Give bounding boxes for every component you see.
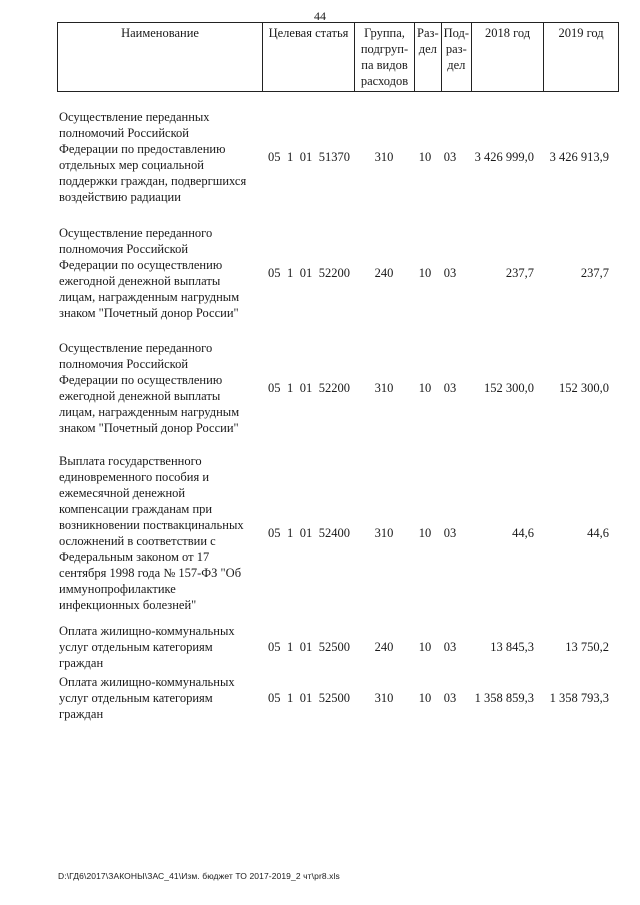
header-target-article: Целевая статья [263, 23, 355, 92]
row-podrazdel: 03 [443, 640, 457, 654]
row-name [57, 673, 262, 723]
row-value-2019: 152 300,0 [559, 380, 609, 395]
target-article-part: 1 [287, 380, 294, 395]
target-article-part: 52200 [318, 380, 350, 395]
row-name-line: ежемесячной денежной [59, 486, 186, 500]
row-name-line: Осуществление переданных [59, 110, 210, 124]
row-name-line: Федерации по осуществлению [59, 372, 223, 387]
header-podrazdel: Под- раз- дел [441, 23, 471, 92]
header-group: Группа, подгруп- па видов расходов [355, 23, 415, 92]
target-article-part: 01 [299, 691, 313, 705]
table-row [57, 445, 611, 621]
target-article-part: 05 [268, 640, 281, 654]
row-name-line: полномочия Российской [59, 356, 189, 371]
target-article-part: 05 [268, 526, 281, 540]
target-article-part: 1 [287, 150, 294, 164]
row-name [57, 216, 262, 330]
target-article-part: 51370 [318, 150, 350, 164]
row-name-line: знаком "Почетный донор России" [59, 420, 239, 435]
row-group: 240 [374, 266, 394, 280]
table-header [57, 22, 619, 92]
row-name [57, 621, 262, 673]
file-path-footer: D:\ГД6\2017\ЗАКОНЫ\ЗАС_41\Изм. бюджет ТО 2017-2019_2 чт\pr8.xls [58, 871, 340, 881]
row-podrazdel: 03 [443, 266, 457, 280]
header-razdel: Раз- дел [415, 23, 442, 92]
header-2019: 2019 год [544, 23, 619, 92]
target-article-part: 05 [268, 266, 281, 280]
row-name-line: ежегодной денежной выплаты [59, 274, 221, 288]
row-group: 310 [374, 150, 394, 164]
row-name-line: лицам, награжденным нагрудным [59, 404, 240, 419]
row-name-line: Федерации по предоставлению [59, 142, 226, 156]
row-name [57, 98, 262, 216]
row-name-line: услуг отдельным категориям [59, 640, 213, 654]
row-name-line: полномочия Российской [59, 242, 189, 256]
target-article-part: 01 [299, 266, 313, 280]
row-name-line: Осуществление переданного [59, 340, 213, 355]
header-name: Наименование [58, 23, 263, 92]
header-2018: 2018 год [472, 23, 544, 92]
target-article-part: 05 [268, 380, 281, 395]
row-target-article [262, 673, 354, 723]
row-name-line: ежегодной денежной выплаты [59, 388, 221, 403]
target-article-part: 05 [268, 150, 281, 164]
table-row [57, 98, 611, 216]
target-article-part: 52500 [318, 640, 350, 654]
row-value-2018: 1 358 859,3 [474, 691, 534, 705]
row-razdel: 10 [418, 640, 432, 654]
row-name-line: полномочий Российской [59, 126, 189, 140]
row-name-line: Федерации по осуществлению [59, 258, 223, 272]
row-podrazdel: 03 [443, 526, 457, 540]
table-row [57, 330, 611, 445]
row-name-line: знаком "Почетный донор России" [59, 306, 239, 320]
row-razdel: 10 [418, 526, 432, 540]
budget-table [57, 98, 611, 723]
target-article-part: 01 [299, 526, 313, 540]
row-name-line: единовременного пособия и [59, 470, 210, 484]
row-value-2019: 237,7 [580, 266, 609, 280]
row-name-line: Федеральным законом от 17 [59, 550, 210, 564]
row-value-2019: 3 426 913,9 [549, 150, 609, 164]
row-value-2018: 44,6 [512, 526, 534, 540]
target-article-part: 1 [287, 526, 294, 540]
target-article-part: 52200 [318, 266, 350, 280]
row-group: 310 [374, 526, 394, 540]
target-article-part: 1 [287, 266, 294, 280]
row-name-line: Выплата государственного [59, 454, 202, 468]
row-razdel: 10 [418, 380, 432, 395]
row-name-line: Оплата жилищно-коммунальных [59, 675, 235, 689]
row-name-line: отдельных мер социальной [59, 158, 204, 172]
row-target-article [262, 621, 354, 673]
row-target-article [262, 330, 354, 445]
target-article-part: 52500 [318, 691, 350, 705]
row-target-article [262, 216, 354, 330]
row-value-2018: 152 300,0 [484, 380, 534, 395]
target-article-part: 01 [299, 640, 313, 654]
page-number: 44 [314, 9, 326, 23]
table-row [57, 216, 611, 330]
row-name [57, 330, 262, 445]
row-name-line: граждан [59, 707, 104, 721]
target-article-part: 01 [299, 150, 313, 164]
row-value-2018: 3 426 999,0 [474, 150, 534, 164]
row-name-line: услуг отдельным категориям [59, 691, 213, 705]
row-value-2019: 13 750,2 [565, 640, 609, 654]
row-name-line: Осуществление переданного [59, 226, 213, 240]
row-value-2018: 237,7 [505, 266, 534, 280]
target-article-part: 05 [268, 691, 281, 705]
target-article-part: 1 [287, 640, 294, 654]
target-article-part: 01 [299, 380, 313, 395]
row-name-line: осложнений в соответствии с [59, 534, 216, 548]
table-row [57, 621, 611, 673]
row-name-line: поддержки граждан, подвергшихся [59, 174, 247, 188]
row-razdel: 10 [418, 691, 432, 705]
target-article-part: 52400 [318, 526, 350, 540]
target-article-part: 1 [287, 691, 294, 705]
row-razdel: 10 [418, 266, 432, 280]
row-podrazdel: 03 [443, 691, 457, 705]
row-podrazdel: 03 [443, 380, 457, 395]
row-name-line: компенсации гражданам при [59, 502, 213, 516]
row-group: 310 [374, 380, 394, 395]
row-value-2019: 1 358 793,3 [549, 691, 609, 705]
row-value-2019: 44,6 [587, 526, 609, 540]
row-value-2018: 13 845,3 [490, 640, 534, 654]
row-target-article [262, 445, 354, 621]
row-name-line: лицам, награжденным нагрудным [59, 290, 240, 304]
row-name-line: воздействию радиации [59, 190, 181, 204]
row-name-line: иммунопрофилактике [59, 582, 176, 596]
row-target-article [262, 98, 354, 216]
row-razdel: 10 [418, 150, 432, 164]
row-name-line: граждан [59, 656, 104, 670]
row-group: 310 [374, 691, 394, 705]
row-name [57, 445, 262, 621]
row-name-line: возникновении поствакцинальных [59, 518, 244, 532]
row-name-line: Оплата жилищно-коммунальных [59, 624, 235, 638]
table-row [57, 673, 611, 723]
row-name-line: сентября 1998 года № 157-ФЗ "Об [59, 566, 242, 580]
row-podrazdel: 03 [443, 150, 457, 164]
row-group: 240 [374, 640, 394, 654]
row-name-line: инфекционных болезней" [59, 598, 197, 612]
